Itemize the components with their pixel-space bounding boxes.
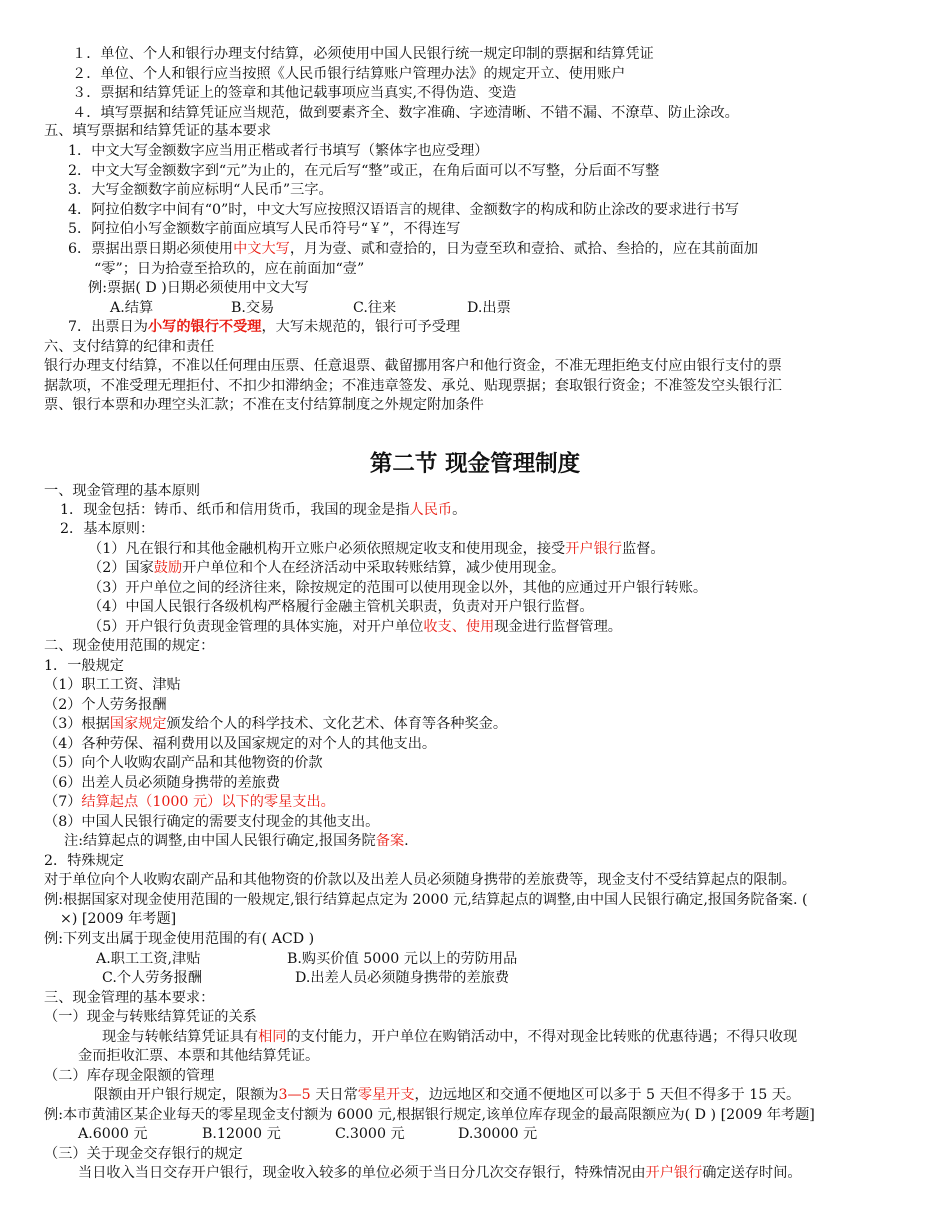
sub3-prefix: 当日收入当日交存开户银行，现金收入较多的单位必须于当日分几次交存银行，特殊情况由 — [78, 1165, 646, 1181]
sec6-body-line-3: 票、银行本票和办理空头汇款；不准在支付结算制度之外规定附加条件 — [44, 397, 484, 413]
sub2-prefix: 限额由开户银行规定，限额为 — [94, 1087, 279, 1103]
general-heading: 1．一般规定 — [44, 658, 124, 674]
part1-heading: 一、现金管理的基本原则 — [44, 483, 201, 499]
sub1-prefix: 现金与转帐结算凭证具有 — [102, 1029, 259, 1045]
principle-1-suffix: 监督。 — [621, 541, 665, 557]
example4-question: 例:本市黄浦区某企业每天的零星现金支付额为 6000 元,根据银行规定,该单位库存现金的最高限额应为( D ) [2009 年考题] — [44, 1107, 815, 1123]
general-item-6 — [44, 774, 280, 794]
principle-2 — [88, 559, 565, 579]
part1-p1-suffix: 。 — [452, 502, 467, 518]
general-note — [64, 832, 409, 852]
example1-option-a: A.结算 — [110, 300, 154, 316]
sub1-line-1 — [102, 1028, 797, 1048]
general-item-2 — [44, 696, 167, 716]
general-item-3-suffix: 颁发给个人的科学技术、文化艺术、体育等各种奖金。 — [166, 716, 508, 732]
sub3-suffix: 确定送存时间。 — [702, 1165, 802, 1181]
principle-1-prefix: （1）凡在银行和其他金融机构开立账户必须依照规定收支和使用现金，接受 — [88, 541, 566, 557]
general-item-4-text: （4）各种劳保、福利费用以及国家规定的对个人的其他支出。 — [44, 736, 437, 752]
example2-line-1: 例:根据国家对现金使用范围的一般规定,银行结算起点定为 2000 元,结算起点的调整,由中国人民银行确定,报国务院备案. ( — [44, 892, 808, 908]
example3-options-row-1 — [0, 950, 950, 970]
general-item-1-text: （1）职工工资、津贴 — [44, 677, 181, 693]
general-item-2-text: （2）个人劳务报酬 — [44, 697, 167, 713]
sub2-body — [94, 1086, 800, 1106]
sub2-red-expense: 零星开支 — [357, 1087, 415, 1103]
sec5-item-5: 5．阿拉伯小写金额数字前面应填写人民币符号“￥”，不得连写 — [68, 221, 461, 237]
sec6-body-line-2: 据款项，不准受理无理拒付、不扣少扣滞纳金；不准违章签发、承兑、贴现票据；套取银行资金；不准签发空头银行汇 — [44, 378, 782, 394]
part1-p1 — [60, 501, 466, 521]
general-item-7 — [44, 793, 335, 813]
item7-prefix: 7．出票日为 — [68, 319, 148, 335]
principle-5-suffix: 现金进行监督管理。 — [494, 619, 622, 635]
principle-2-suffix: 开户单位和个人在经济活动中采取转账结算，减少使用现金。 — [182, 560, 566, 576]
sec4-item-2: ２．单位、个人和银行应当按照《人民币银行结算账户管理办法》的规定开立、使用账户 — [72, 66, 626, 82]
sub3-heading: （三）关于现金交存银行的规定 — [44, 1146, 243, 1162]
example1-question: 例:票据( D )日期必须使用中文大写 — [88, 280, 309, 296]
sec5-heading: 五、填写票据和结算凭证的基本要求 — [44, 123, 272, 139]
general-item-7-red: 结算起点（1000 元）以下的零星支出。 — [81, 794, 335, 810]
example1-option-c: C.往来 — [353, 300, 397, 316]
sub3-red: 开户银行 — [645, 1165, 703, 1181]
item7-suffix: ，大写未规范的，银行可予受理 — [261, 319, 461, 335]
principle-5-prefix: （5）开户银行负责现金管理的具体实施，对开户单位 — [88, 619, 424, 635]
example1-options — [0, 299, 950, 319]
general-item-5 — [44, 754, 323, 774]
sec4-item-1: １．单位、个人和银行办理支付结算，必须使用中国人民银行统一规定印制的票据和结算凭证 — [72, 46, 654, 62]
sec6-heading: 六、支付结算的纪律和责任 — [44, 339, 215, 355]
general-item-5-text: （5）向个人收购农副产品和其他物资的价款 — [44, 755, 323, 771]
part1-p1-red: 人民币 — [409, 502, 453, 518]
example4-option-b: B.12000 元 — [202, 1126, 281, 1142]
sec5-item-1: 1．中文大写金额数字应当用正楷或者行书填写（繁体字也应受理） — [68, 143, 489, 159]
example4-option-a: A.6000 元 — [78, 1126, 148, 1142]
sub3-body — [78, 1164, 802, 1184]
example3-question: 例:下列支出属于现金使用范围的有( ACD ) — [44, 931, 315, 947]
sub2-mid: 天日常 — [310, 1087, 358, 1103]
note-suffix: . — [404, 833, 409, 849]
general-item-6-text: （6）出差人员必须随身携带的差旅费 — [44, 775, 281, 791]
example4-options — [0, 1125, 950, 1145]
principle-3-text: （3）开户单位之间的经济往来，除按规定的范围可以使用现金以外，其他的应通过开户银行转账。 — [88, 580, 708, 596]
example4-option-d: D.30000 元 — [458, 1126, 538, 1142]
example1-option-d: D.出票 — [467, 300, 511, 316]
note-prefix: 注:结算起点的调整,由中国人民银行确定,报国务院 — [64, 833, 376, 849]
example3-option-a: A.职工工资,津贴 — [96, 951, 201, 967]
part1-p1-prefix: 1．现金包括：铸币、纸币和信用货币，我国的现金是指 — [60, 502, 410, 518]
principle-5 — [88, 618, 622, 638]
principle-1 — [88, 540, 665, 560]
item6-suffix: ，月为壹、贰和壹拾的，日为壹至玖和壹拾、贰拾、叁拾的，应在其前面加 — [289, 241, 759, 257]
general-item-4 — [44, 735, 436, 755]
general-item-8-text: （8）中国人民银行确定的需要支付现金的其他支出。 — [44, 814, 380, 830]
sub1-red: 相同 — [258, 1029, 287, 1045]
general-item-1 — [44, 676, 181, 696]
sub2-heading: （二）库存现金限额的管理 — [44, 1068, 215, 1084]
example1-option-b: B.交易 — [231, 300, 275, 316]
principle-3 — [88, 579, 707, 599]
sub2-red-days: 3—5 — [278, 1087, 311, 1103]
part1-p2: 2．基本原则： — [60, 521, 155, 537]
special-body: 对于单位向个人收购农副产品和其他物资的价款以及出差人员必须随身携带的差旅费等，现金支付不受结算起点的限制。 — [44, 872, 796, 888]
sec5-item-7 — [68, 318, 460, 338]
part3-heading: 三、现金管理的基本要求： — [44, 990, 215, 1006]
sec6-body-line-1: 银行办理支付结算，不准以任何理由压票、任意退票、截留挪用客户和他行资金，不准无理拒绝支付应由银行支付的票 — [44, 358, 782, 374]
sub1-line-2: 金而拒收汇票、本票和其他结算凭证。 — [78, 1048, 320, 1064]
general-item-3-red: 国家规定 — [109, 716, 167, 732]
sec5-item-3: 3．大写金额数字前应标明“人民币”三字。 — [68, 182, 333, 198]
item6-line2: “零”；日为拾壹至拾玖的，应在前面加“壹” — [94, 261, 365, 277]
example4-option-c: C.3000 元 — [335, 1126, 405, 1142]
example3-option-b: B.购买价值 5000 元以上的劳防用品 — [287, 951, 518, 967]
principle-2-prefix: （2）国家 — [88, 560, 154, 576]
item6-red: 中文大写 — [233, 241, 290, 257]
sec5-item-2: 2．中文大写金额数字到“元”为止的，在元后写“整”或正，在角后面可以不写整，分后面不写整 — [68, 163, 660, 179]
sec4-item-3: ３．票据和结算凭证上的签章和其他记载事项应当真实,不得伪造、变造 — [72, 85, 517, 101]
example3-option-d: D.出差人员必须随身携带的差旅费 — [295, 970, 510, 986]
general-item-3 — [44, 715, 507, 735]
item6-prefix: 6．票据出票日期必须使用 — [68, 241, 234, 257]
example2-line-2: ×) [2009 年考题] — [60, 911, 177, 927]
principle-4-text: （4）中国人民银行各级机构严格履行金融主管机关职责，负责对开户银行监督。 — [88, 599, 594, 615]
special-heading: 2．特殊规定 — [44, 853, 124, 869]
principle-5-red: 收支、使用 — [423, 619, 495, 635]
section-title: 第二节 现金管理制度 — [369, 451, 581, 477]
sub2-suffix: ，边远地区和交通不便地区可以多于 5 天但不得多于 15 天。 — [414, 1087, 801, 1103]
general-item-7-prefix: （7） — [44, 794, 82, 810]
sec4-item-4: ４．填写票据和结算凭证应当规范，做到要素齐全、数字准确、字迹清晰、不错不漏、不潦草、防止涂改。 — [72, 105, 739, 121]
sub1-heading: （一）现金与转账结算凭证的关系 — [44, 1009, 257, 1025]
example3-option-c: C.个人劳务报酬 — [102, 970, 202, 986]
sec5-item-6 — [68, 240, 758, 260]
item7-red: 小写的银行不受理 — [147, 319, 262, 335]
sub1-suffix: 的支付能力，开户单位在购销活动中，不得对现金比转账的优惠待遇；不得只收现 — [286, 1029, 798, 1045]
part2-heading: 二、现金使用范围的规定： — [44, 638, 215, 654]
principle-4 — [88, 598, 594, 618]
principle-1-red: 开户银行 — [565, 541, 622, 557]
general-item-3-prefix: （3）根据 — [44, 716, 110, 732]
principle-2-red: 鼓励 — [153, 560, 183, 576]
example3-options-row-2 — [0, 969, 950, 989]
sec5-item-4: 4．阿拉伯数字中间有“0”时，中文大写应按照汉语语言的规律、金额数字的构成和防止涂改的要求进行书写 — [68, 202, 740, 218]
note-red: 备案 — [375, 833, 405, 849]
general-item-8 — [44, 813, 379, 833]
